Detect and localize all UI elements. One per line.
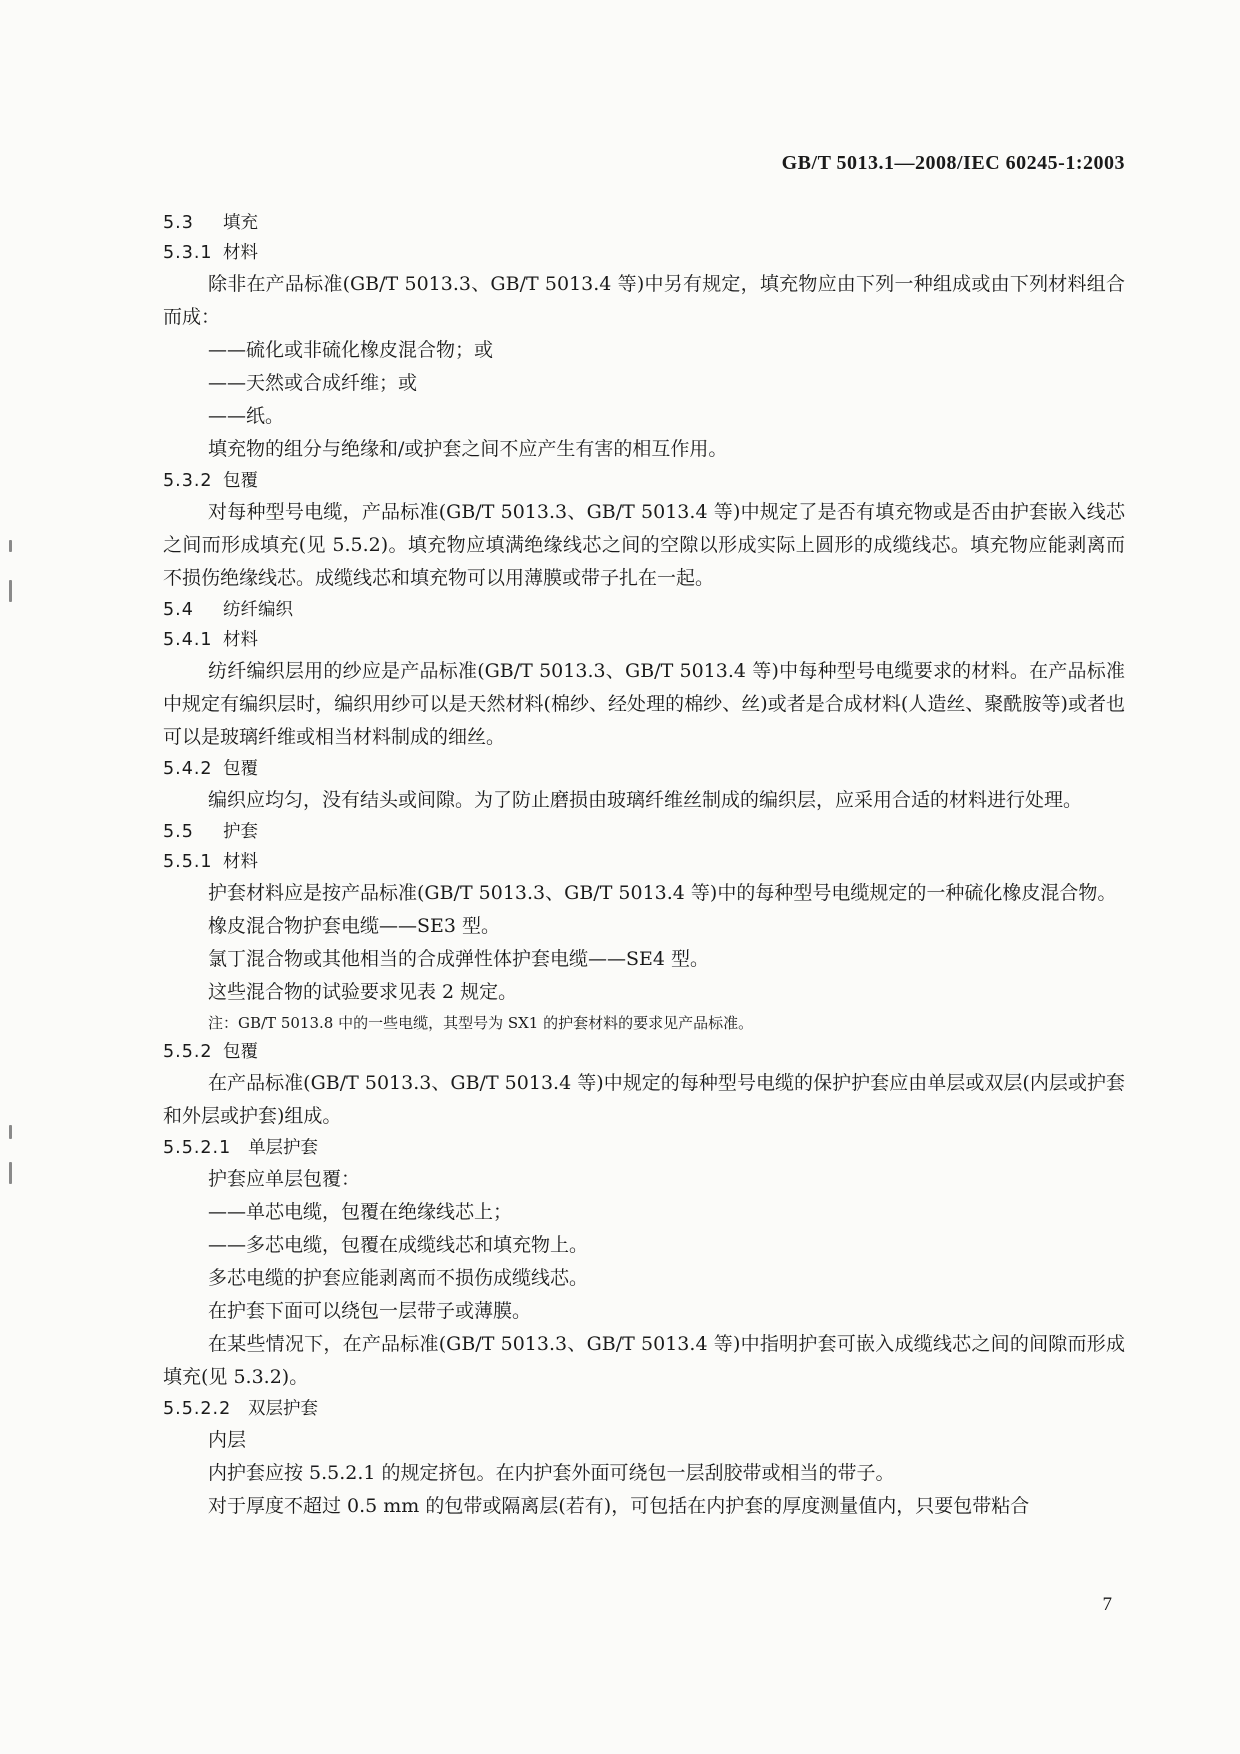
section-number: 5.5.2.1 [163, 1138, 232, 1158]
paragraph: 这些混合物的试验要求见表 2 规定。 [208, 981, 518, 1003]
paragraph: 编织应均匀，没有结头或间隙。为了防止磨损由玻璃纤维丝制成的编织层，应采用合适的材料进行处理。 [208, 789, 1083, 811]
paragraph: 在某些情况下，在产品标准(GB/T 5013.3、GB/T 5013.4 等)中指明护套可嵌入成缆线芯之间的间隙而形成填充(见 5.3.2)。 [163, 1333, 1125, 1388]
paragraph: 除非在产品标准(GB/T 5013.3、GB/T 5013.4 等)中另有规定，填充物应由下列一种组成或由下列材料组合而成： [163, 273, 1125, 328]
section-number: 5.3.2 [163, 471, 213, 491]
paragraph: 对每种型号电缆，产品标准(GB/T 5013.3、GB/T 5013.4 等)中规定了是否有填充物或是否由护套嵌入线芯之间而形成填充(见 5.5.2)。填充物应填满绝缘线芯之间的空隙以形成实际上圆形的成缆线芯。填充物应能剥离而不损伤绝缘线芯。成缆线芯和填充物可以用薄膜或带子扎在一起。 [163, 501, 1125, 589]
section-title: 包覆 [223, 471, 258, 491]
list-item: ——天然或合成纤维；或 [208, 372, 418, 394]
paragraph: 护套应单层包覆： [208, 1168, 361, 1190]
binding-mark [9, 1125, 12, 1139]
subsection-heading [163, 238, 1125, 268]
subsection-heading [163, 625, 1125, 655]
document-body [163, 208, 1125, 1523]
section-number: 5.5.2.2 [163, 1399, 232, 1419]
section-title: 材料 [223, 243, 258, 263]
standard-header: GB/T 5013.1—2008/IEC 60245-1:2003 [781, 152, 1125, 174]
paragraph: 护套材料应是按产品标准(GB/T 5013.3、GB/T 5013.4 等)中的每种型号电缆规定的一种硫化橡皮混合物。 [208, 882, 1117, 904]
paragraph: 填充物的组分与绝缘和/或护套之间不应产生有害的相互作用。 [208, 438, 728, 460]
section-title: 纺纤编织 [223, 600, 293, 620]
section-title: 包覆 [223, 1042, 258, 1062]
section-heading [163, 595, 1125, 625]
section-title: 单层护套 [248, 1138, 318, 1158]
subsection-heading [163, 466, 1125, 496]
section-heading [163, 208, 1125, 238]
page-number: 7 [1102, 1594, 1112, 1615]
subsection-heading [163, 847, 1125, 877]
section-number: 5.5.2 [163, 1042, 213, 1062]
section-number: 5.4 [163, 600, 194, 620]
paragraph: 在护套下面可以绕包一层带子或薄膜。 [208, 1300, 532, 1322]
paragraph: 对于厚度不超过 0.5 mm 的包带或隔离层(若有)，可包括在内护套的厚度测量值内，只要包带粘合 [208, 1495, 1030, 1517]
list-item: ——硫化或非硫化橡皮混合物；或 [208, 339, 494, 361]
section-number: 5.3.1 [163, 243, 213, 263]
subsection-heading [163, 1037, 1125, 1067]
paragraph: 多芯电缆的护套应能剥离而不损伤成缆线芯。 [208, 1267, 589, 1289]
subsubsection-heading [163, 1394, 1125, 1424]
section-heading [163, 817, 1125, 847]
section-title: 填充 [223, 213, 258, 233]
section-title: 包覆 [223, 759, 258, 779]
section-number: 5.4.1 [163, 630, 213, 650]
note: 注：GB/T 5013.8 中的一些电缆，其型号为 SX1 的护套材料的要求见产品标准。 [208, 1014, 754, 1032]
sub-heading: 内层 [208, 1429, 247, 1451]
section-number: 5.3 [163, 213, 194, 233]
list-item: ——单芯电缆，包覆在绝缘线芯上； [208, 1201, 513, 1223]
section-number: 5.5 [163, 822, 194, 842]
paragraph: 纺纤编织层用的纱应是产品标准(GB/T 5013.3、GB/T 5013.4 等)中每种型号电缆要求的材料。在产品标准中规定有编织层时，编织用纱可以是天然材料(棉纱、经处理的棉纱、丝)或者是合成材料(人造丝、聚酰胺等)或者也可以是玻璃纤维或相当材料制成的细丝。 [163, 660, 1125, 748]
binding-mark [9, 540, 12, 552]
paragraph: 内护套应按 5.5.2.1 的规定挤包。在内护套外面可绕包一层刮胶带或相当的带子。 [208, 1462, 895, 1484]
list-item: ——纸。 [208, 405, 285, 427]
subsubsection-heading [163, 1133, 1125, 1163]
paragraph: 在产品标准(GB/T 5013.3、GB/T 5013.4 等)中规定的每种型号电缆的保护护套应由单层或双层(内层或护套和外层或护套)组成。 [163, 1072, 1125, 1127]
subsection-heading [163, 754, 1125, 784]
section-title: 护套 [223, 822, 258, 842]
section-number: 5.5.1 [163, 852, 213, 872]
list-item: ——多芯电缆，包覆在成缆线芯和填充物上。 [208, 1234, 589, 1256]
section-title: 材料 [223, 630, 258, 650]
section-number: 5.4.2 [163, 759, 213, 779]
section-title: 双层护套 [248, 1399, 318, 1419]
binding-mark [9, 580, 12, 602]
paragraph: 氯丁混合物或其他相当的合成弹性体护套电缆——SE4 型。 [208, 948, 710, 970]
paragraph: 橡皮混合物护套电缆——SE3 型。 [208, 915, 501, 937]
binding-mark [9, 1162, 12, 1184]
section-title: 材料 [223, 852, 258, 872]
